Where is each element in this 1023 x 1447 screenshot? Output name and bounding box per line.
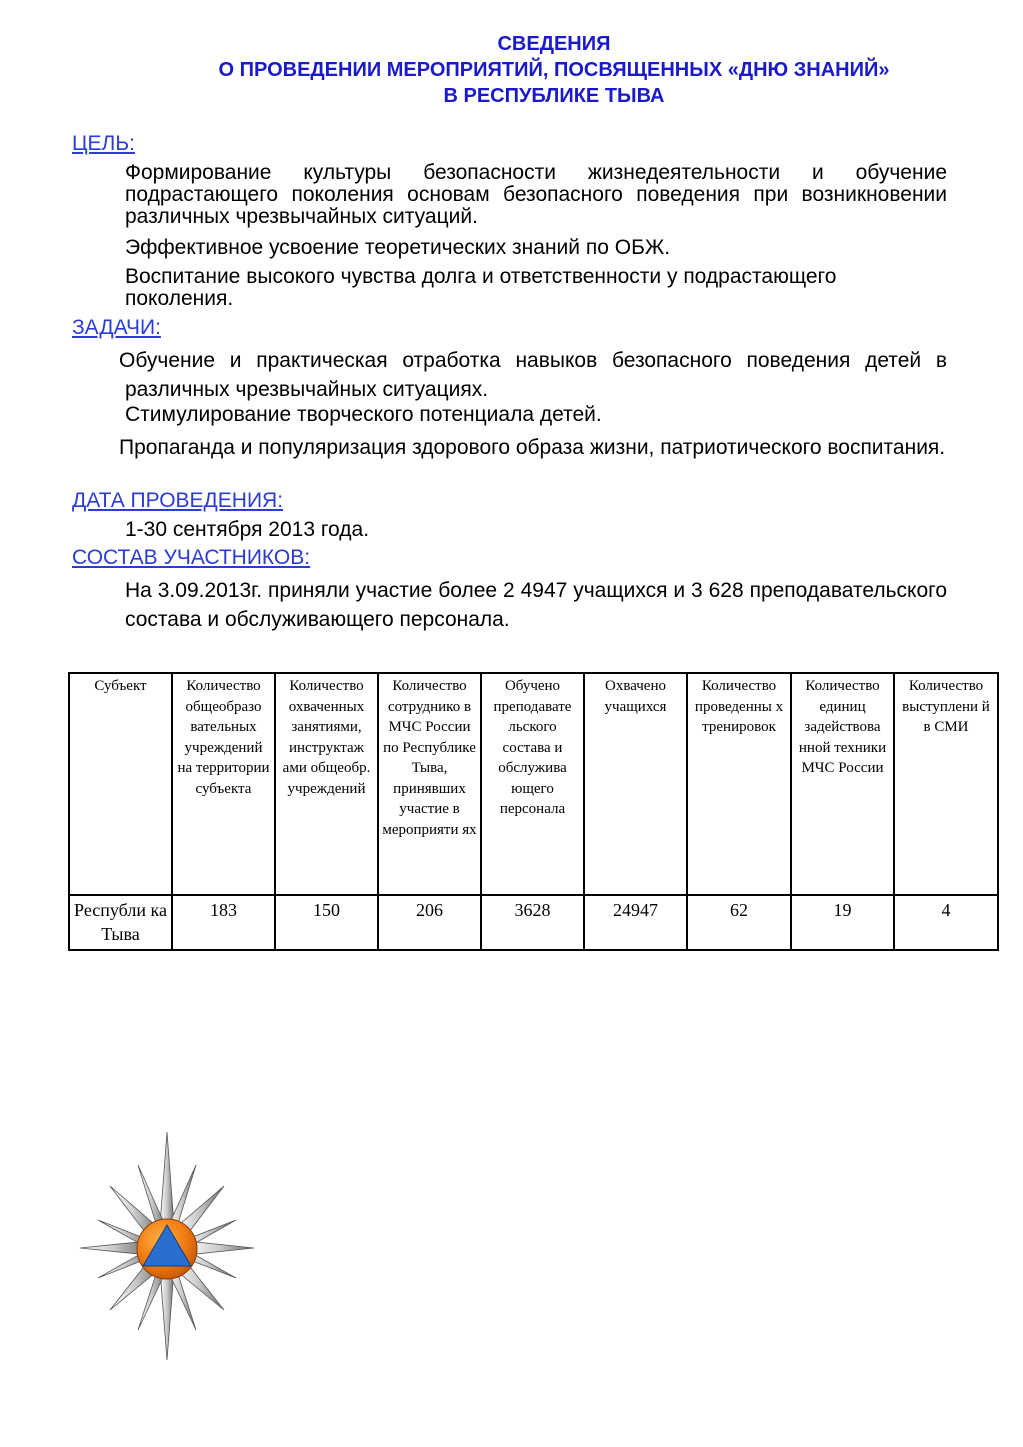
table-cell: 19 [791,895,894,950]
title-line-1: СВЕДЕНИЯ [497,33,611,55]
table-header-cell: Количество проведенны х тренировок [687,673,791,895]
title-line-2: О ПРОВЕДЕНИИ МЕРОПРИЯТИЙ, ПОСВЯЩЕННЫХ «ДНЮ ЗНАНИЙ» [218,59,890,81]
table-header-cell: Количество общеобразо вательных учреждений на территории субъекта [172,673,275,895]
date-heading: ДАТА ПРОВЕДЕНИЯ: [72,489,284,512]
table-cell: 4 [894,895,998,950]
table-header-row [69,673,998,895]
table-row [69,895,998,950]
table-cell: 150 [275,895,378,950]
goal-heading: ЦЕЛЬ: [72,132,135,155]
table-cell: 183 [172,895,275,950]
emercom-star-emblem-icon [78,1130,256,1362]
tasks-paragraph-3: Пропаганда и популяризация здорового образа жизни, патриотического воспитания. [119,436,946,459]
table-cell: 24947 [584,895,687,950]
table-header-cell: Количество выступлени й в СМИ [894,673,998,895]
table-header-cell: Обучено преподавате льского состава и обслужива ющего персонала [481,673,584,895]
date-paragraph: 1-30 сентября 2013 года. [125,518,370,541]
table-cell: 206 [378,895,481,950]
title-line-3: В РЕСПУБЛИКЕ ТЫВА [443,85,665,107]
tasks-paragraph-1: Обучение и практическая отработка навыков безопасного поведения детей в различных чрезвычайных ситуациях. [119,349,947,401]
table-cell: Республи ка Тыва [69,895,172,950]
goal-paragraph-3: Воспитание высокого чувства долга и ответственности у подрастающего поколения. [125,265,837,310]
tasks-heading: ЗАДАЧИ: [72,316,161,339]
table-cell: 3628 [481,895,584,950]
tasks-paragraph-2: Стимулирование творческого потенциала детей. [125,403,602,426]
table-header-cell: Количество сотруднико в МЧС России по Республике Тыва, принявших участие в мероприяти ях [378,673,481,895]
goal-paragraph-1: Формирование культуры безопасности жизнедеятельности и обучение подрастающего поколения основам безопасного поведения при возникновении различных чрезвычайных ситуаций. [125,161,947,228]
statistics-table [68,672,999,951]
table-header-cell: Количество единиц задействова нной техники МЧС России [791,673,894,895]
participants-paragraph: На 3.09.2013г. приняли участие более 2 4947 учащихся и 3 628 преподавательского состава и обслуживающего персонала. [125,579,947,631]
participants-heading: СОСТАВ УЧАСТНИКОВ: [72,546,311,569]
table-header-cell: Количество охваченных занятиями, инструктаж ами общеобр. учреждений [275,673,378,895]
table-cell: 62 [687,895,791,950]
table-header-cell: Охвачено учащихся [584,673,687,895]
goal-paragraph-2: Эффективное усвоение теоретических знаний по ОБЖ. [125,236,671,259]
table-header-cell: Субъект [69,673,172,895]
document-title [120,31,988,109]
